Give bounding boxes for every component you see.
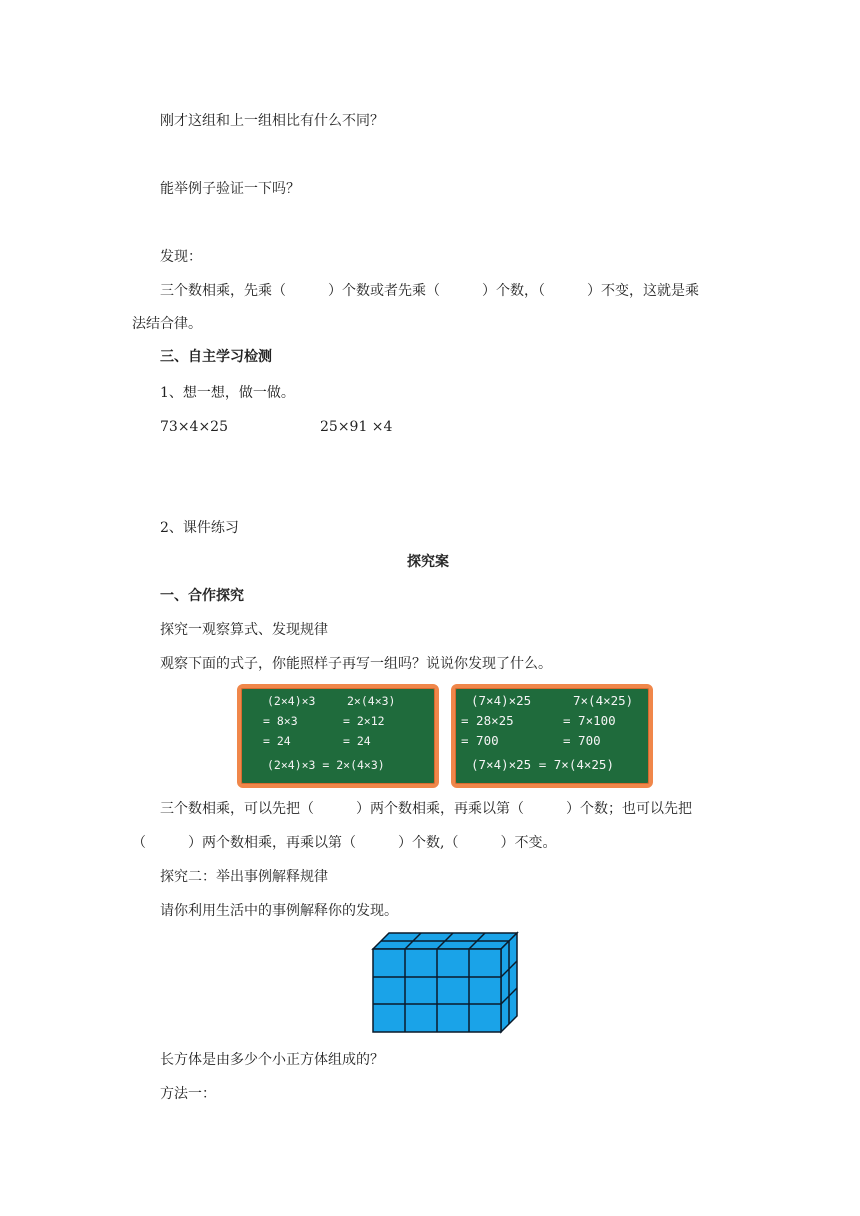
board1-equation: (2×4)×3 = 2×(4×3) <box>267 758 385 772</box>
rule-statement: 三个数相乘，可以先把（ ）两个数相乘，再乘以第（ ）个数；也可以先把 <box>160 801 692 817</box>
board1-expr: 2×(4×3) <box>347 694 396 708</box>
exercise-1-expr-a: 73×4×25 <box>160 419 228 435</box>
board1-expr: (2×4)×3 <box>267 694 316 708</box>
board2-expr: (7×4)×25 <box>471 693 532 708</box>
board2-expr: = 700 <box>461 733 499 748</box>
exercise-2: 2、课件练习 <box>160 520 239 536</box>
board2-expr: = 700 <box>563 733 601 748</box>
chalkboard-2 <box>451 684 653 788</box>
board1-expr: = 8×3 <box>263 714 298 728</box>
exploration-1-prompt: 观察下面的式子，你能照样子再写一组吗？说说你发现了什么。 <box>160 656 552 672</box>
discovery-statement-cont: 法结合律。 <box>132 316 202 332</box>
board2-expr: = 7×100 <box>563 713 616 728</box>
board1-expr: = 2×12 <box>343 714 385 728</box>
board1-expr: = 24 <box>263 734 291 748</box>
discovery-statement: 三个数相乘，先乘（ ）个数或者先乘（ ）个数，（ ）不变，这就是乘 <box>160 283 699 299</box>
board2-expr: 7×(4×25) <box>573 693 634 708</box>
board2-expr: = 28×25 <box>461 713 514 728</box>
section-heading-cooperation: 一、合作探究 <box>160 588 244 604</box>
board1-expr: = 24 <box>343 734 371 748</box>
exploration-2-prompt: 请你利用生活中的事例解释你的发现。 <box>160 903 398 919</box>
exercise-1-expr-b: 25×91 ×4 <box>320 419 393 435</box>
exercise-1: 1、想一想，做一做。 <box>160 385 295 401</box>
question-verify: 能举例子验证一下吗？ <box>160 181 300 197</box>
exploration-1: 探究一观察算式、发现规律 <box>160 622 328 638</box>
discovery-label: 发现： <box>160 249 202 265</box>
exploration-2: 探究二：举出事例解释规律 <box>160 869 328 885</box>
question-difference: 刚才这组和上一组相比有什么不同？ <box>160 113 384 129</box>
method-one-label: 方法一： <box>160 1086 216 1102</box>
section-heading-self-check: 三、自主学习检测 <box>160 349 272 365</box>
page-title: 探究案 <box>407 554 449 570</box>
chalkboard-1 <box>237 684 439 788</box>
rule-statement-cont: （ ）两个数相乘，再乘以第（ ）个数,（ ）不变。 <box>132 835 557 851</box>
question-cuboid: 长方体是由多少个小正方体组成的？ <box>160 1052 384 1068</box>
board2-equation: (7×4)×25 = 7×(4×25) <box>471 757 614 772</box>
cuboid-of-cubes-illustration <box>370 930 520 1034</box>
